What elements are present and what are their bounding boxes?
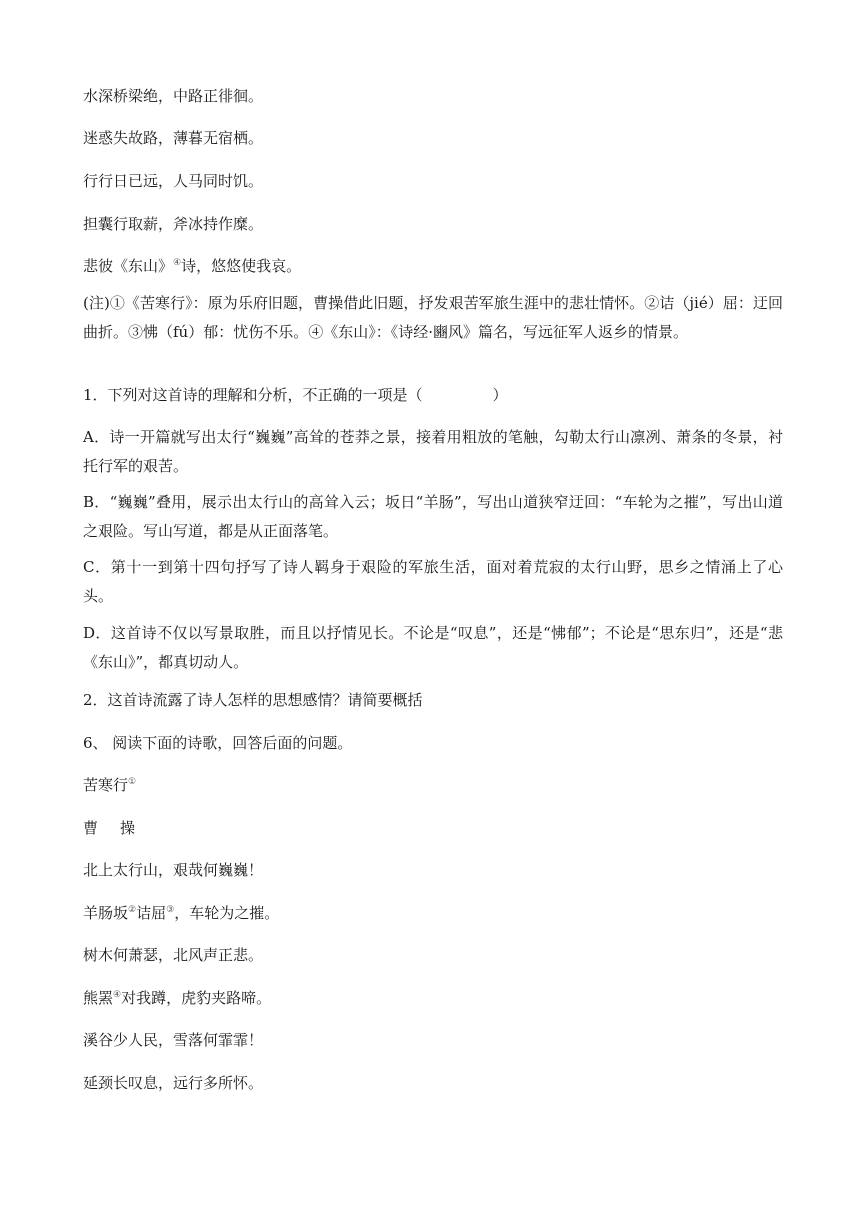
author-char: 曹 bbox=[83, 819, 99, 837]
poem-line-text: 熊罴 bbox=[83, 989, 114, 1007]
poem-line-text: ，车轮为之摧。 bbox=[174, 904, 280, 922]
poem-line: 溪谷少人民，雪落何霏霏！ bbox=[83, 1031, 264, 1049]
poem-line-text: 诘屈 bbox=[136, 904, 167, 922]
poem-title-text: 苦寒行 bbox=[83, 776, 129, 794]
footnote-marker: ① bbox=[128, 777, 137, 787]
footnote-marker: ④ bbox=[113, 990, 122, 1000]
footnote-marker: ② bbox=[128, 905, 137, 915]
section-6-heading: 6、 阅读下面的诗歌，回答后面的问题。 bbox=[83, 734, 353, 752]
poem-title bbox=[83, 774, 783, 796]
author-char: 操 bbox=[120, 819, 136, 837]
question-1-stem bbox=[83, 384, 783, 406]
poem-line: 延颈长叹息，远行多所怀。 bbox=[83, 1074, 264, 1092]
question-1-close: ） bbox=[492, 386, 508, 404]
poem-line: 树木何萧瑟，北风声正悲。 bbox=[83, 946, 264, 964]
question-1-text: 1．下列对这首诗的理解和分析，不正确的一项是（ bbox=[83, 386, 423, 404]
poem-author bbox=[83, 817, 783, 839]
poem-line-text: 对我蹲，虎豹夹路啼。 bbox=[121, 989, 272, 1007]
footnote-marker: ③ bbox=[166, 905, 175, 915]
annotation-note: (注)①《苦寒行》：原为乐府旧题，曹操借此旧题，抒发艰苦军旅生涯中的悲壮情怀。②诘（jié）屈：迂回曲折。③怫（fú）郁：忧伤不乐。④《东山》：《诗经·豳风》篇名，写远征军人返乡的情景。 bbox=[83, 294, 783, 341]
option-d: D．这首诗不仅以写景取胜，而且以抒情见长。不论是“叹息”，还是“怫郁”；不论是“思东归”，还是“悲《东山》”，都真切动人。 bbox=[83, 624, 783, 671]
poem-line: 迷惑失故路，薄暮无宿栖。 bbox=[83, 129, 264, 147]
poem-line: 北上太行山，艰哉何巍巍！ bbox=[83, 861, 264, 879]
poem-line-text: 羊肠坂 bbox=[83, 904, 129, 922]
poem-line: 担囊行取薪，斧冰持作糜。 bbox=[83, 215, 264, 233]
poem-line bbox=[83, 987, 783, 1009]
footnote-marker: ④ bbox=[173, 258, 182, 268]
poem-line: 水深桥梁绝，中路正徘徊。 bbox=[83, 87, 264, 105]
option-b: B．“巍巍”叠用，展示出太行山的高耸入云；坂日“羊肠”，写出山道狭窄迂回：“车轮为之摧”，写出山道之艰险。写山写道，都是从正面落笔。 bbox=[83, 493, 783, 540]
option-c: C．第十一到第十四句抒写了诗人羁身于艰险的军旅生活，面对着荒寂的太行山野，思乡之情涌上了心头。 bbox=[83, 558, 783, 605]
option-a: A．诗一开篇就写出太行“巍巍”高耸的苍莽之景，接着用粗放的笔触，勾勒太行山凛冽、萧条的冬景，衬托行军的艰苦。 bbox=[83, 428, 783, 475]
poem-line-text: 悲彼《东山》 bbox=[83, 257, 174, 275]
poem-line bbox=[83, 902, 783, 924]
poem-line bbox=[83, 255, 783, 277]
poem-line: 行行日已远，人马同时饥。 bbox=[83, 172, 264, 190]
question-2: 2．这首诗流露了诗人怎样的思想感情？请简要概括 bbox=[83, 691, 423, 709]
poem-line-text: 诗，悠悠使我哀。 bbox=[181, 257, 302, 275]
